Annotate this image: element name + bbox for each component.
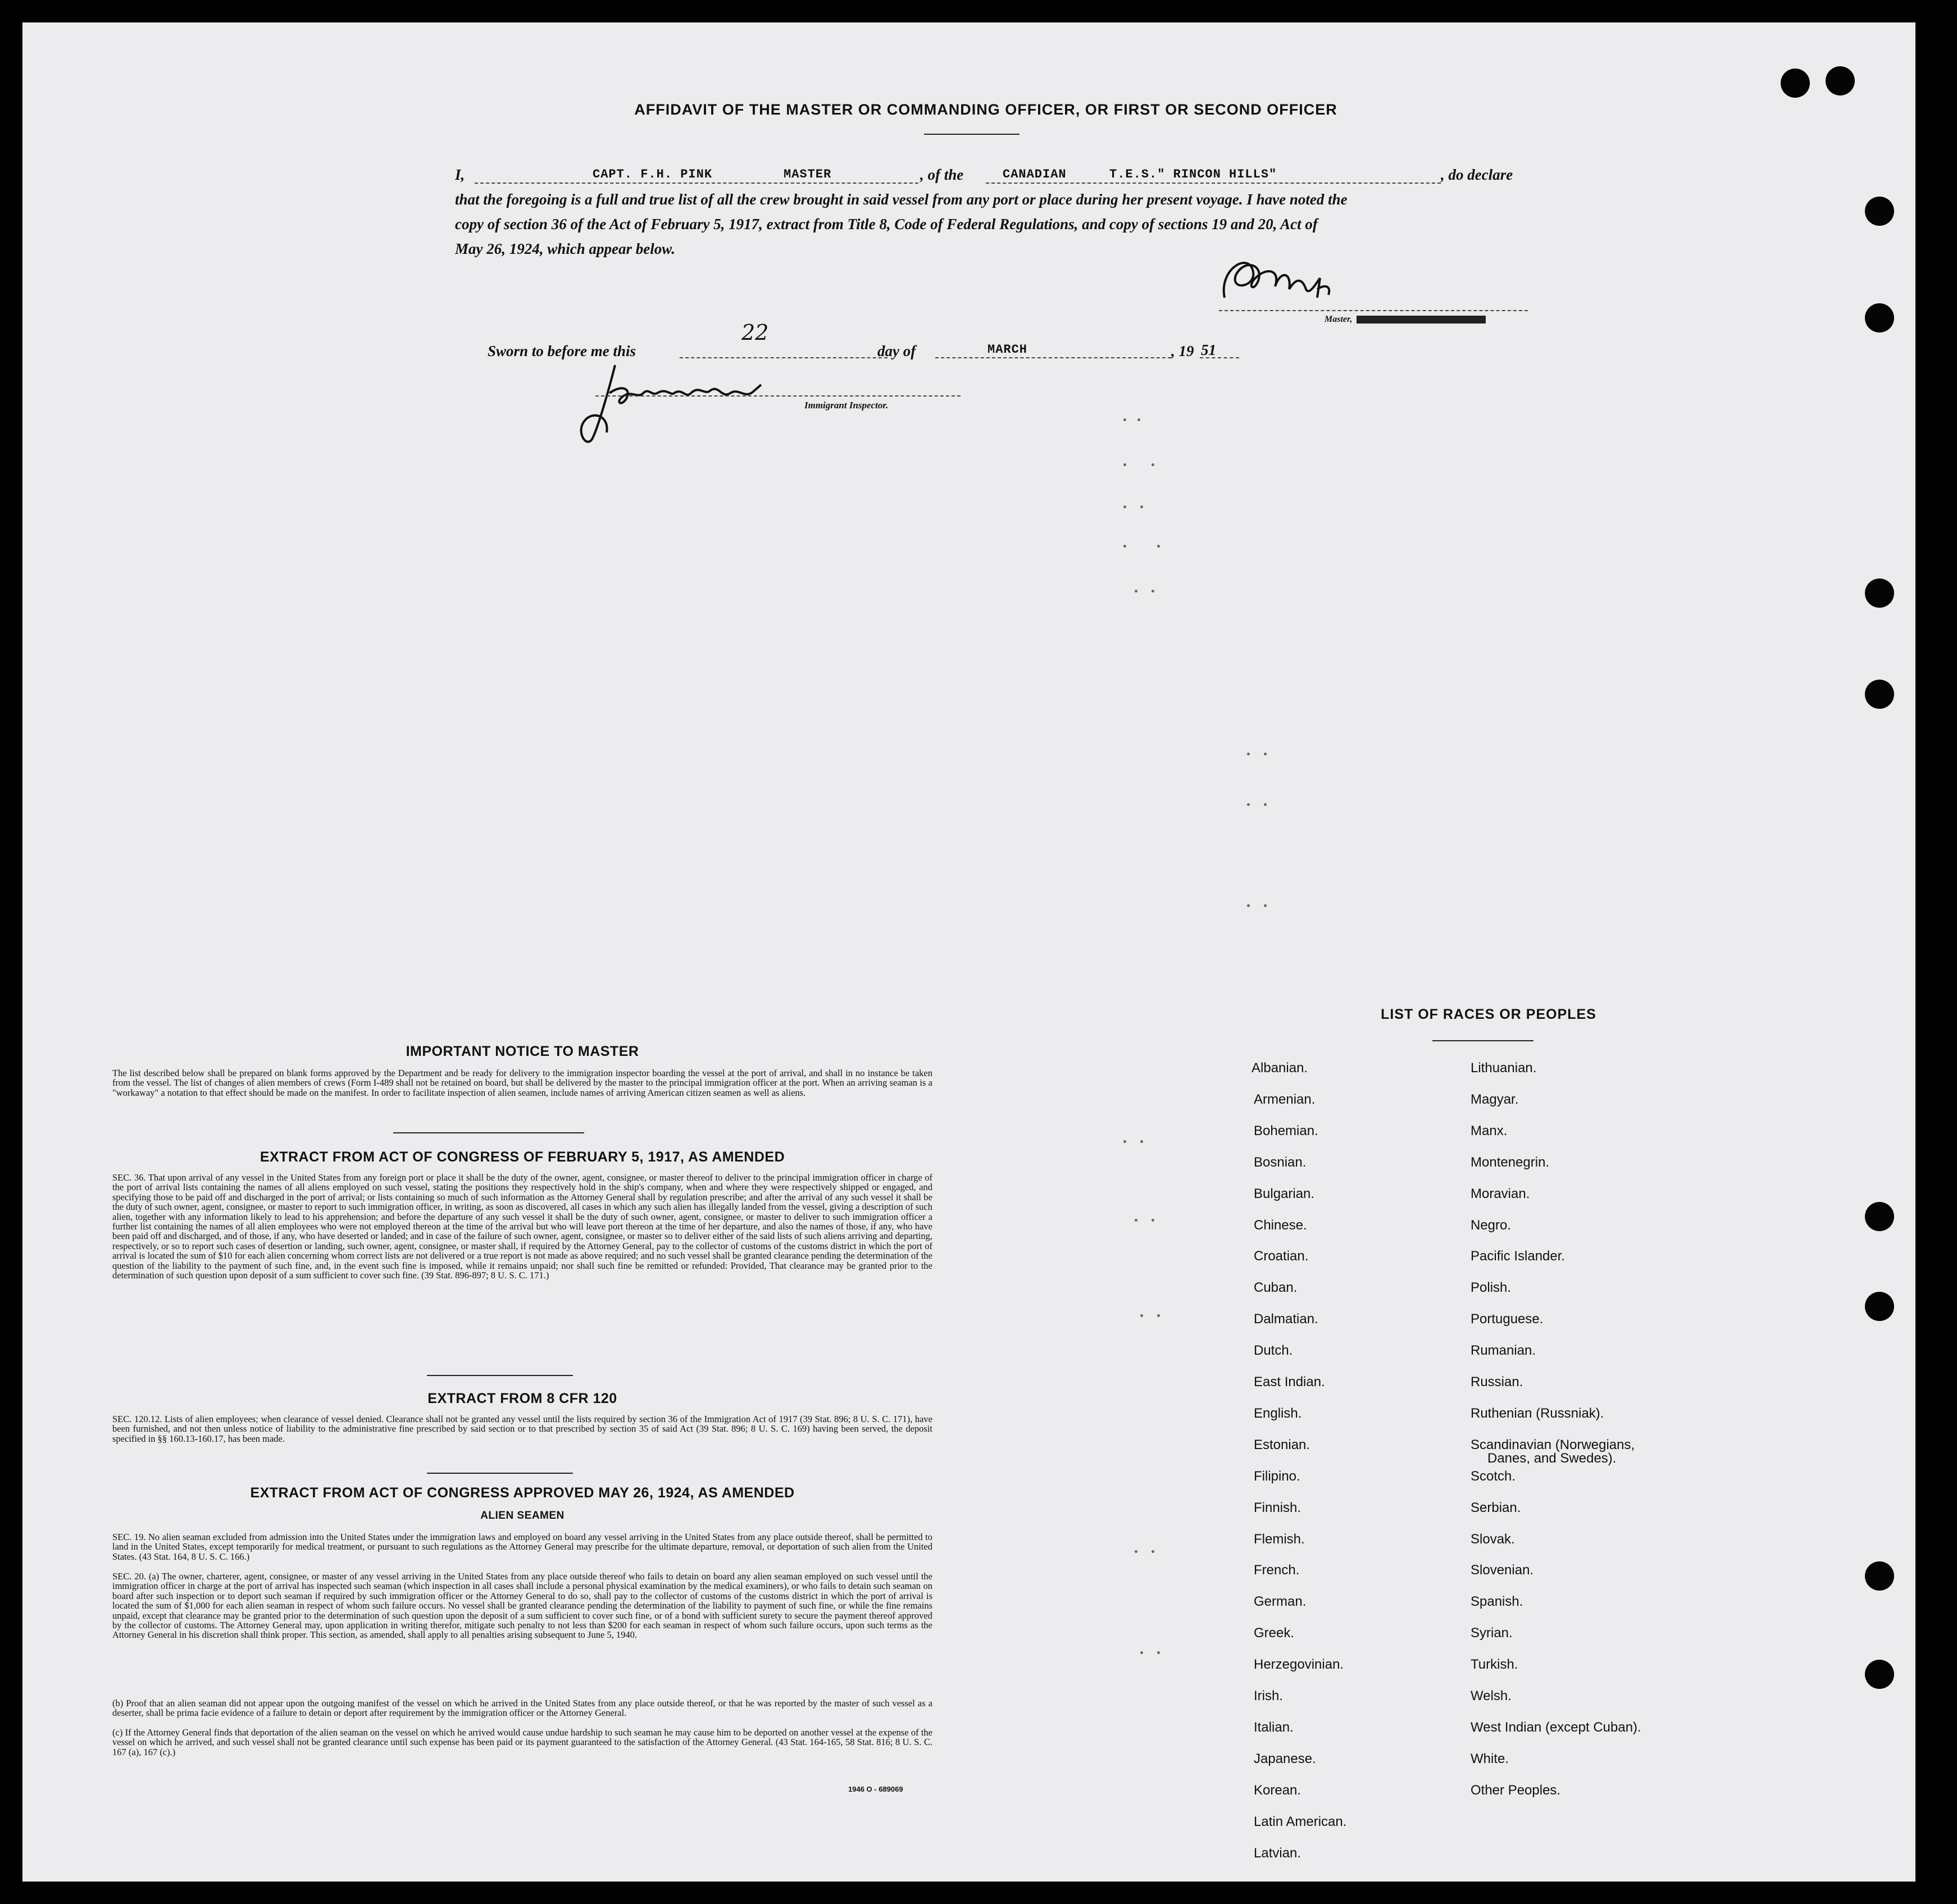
races-heading: LIST OF RACES OR PEOPLES (1381, 1006, 1596, 1022)
race-item: Manx. (1471, 1123, 1508, 1138)
notice-heading: IMPORTANT NOTICE TO MASTER (406, 1044, 639, 1059)
of-the-label: , of the (920, 166, 964, 183)
affidavit-title: AFFIDAVIT OF THE MASTER OR COMMANDING OFFICER, OR FIRST OR SECOND OFFICER (634, 101, 1337, 118)
inspector-caption: Immigrant Inspector. (804, 400, 889, 411)
race-item: Scandinavian (Norwegians, (1471, 1437, 1635, 1452)
race-item: Herzegovinian. (1254, 1657, 1344, 1673)
punch-hole (1826, 66, 1855, 95)
punch-hole (1865, 303, 1894, 332)
sworn-day: 22 (741, 320, 769, 345)
punch-hole (1865, 197, 1894, 226)
extract-1924-subheading: ALIEN SEAMEN (480, 1510, 565, 1522)
race-item: Montenegrin. (1471, 1154, 1550, 1170)
race-item: Scotch. (1471, 1468, 1516, 1484)
do-declare-label: , do declare (1441, 166, 1513, 183)
extract-1917-heading: EXTRACT FROM ACT OF CONGRESS OF FEBRUARY 5, 1917, AS AMENDED (260, 1149, 785, 1165)
redacted-bar (1357, 316, 1486, 324)
race-item: Magyar. (1471, 1091, 1519, 1107)
race-item: Armenian. (1254, 1091, 1316, 1107)
print-code: 1946 O - 689069 (848, 1785, 903, 1793)
race-item: Negro. (1471, 1217, 1512, 1233)
race-item: White. (1471, 1751, 1509, 1766)
race-item: Irish. (1254, 1688, 1284, 1703)
affidavit-body-line3: May 26, 1924, which appear below. (455, 240, 676, 257)
master-signature (1213, 247, 1359, 315)
race-item: Pacific Islander. (1471, 1249, 1565, 1264)
race-item: Italian. (1254, 1719, 1294, 1735)
race-item: Latin American. (1254, 1814, 1347, 1829)
race-item: Estonian. (1254, 1437, 1310, 1452)
race-item: Cuban. (1254, 1280, 1298, 1296)
vessel-nationality: CANADIAN (1003, 167, 1067, 181)
race-item: Finnish. (1254, 1500, 1301, 1515)
extract-cfr-text: SEC. 120.12. Lists of alien employees; when clearance of vessel denied. Clearance shall not be granted any vessel until the lists required by section 36 of the Immigration Act of 1917 (39 Stat. 896; 8 U. S. C. 171), have been furnished, and not then unless notice of liability to the administrative fine prescribed by said section or to that prescribed by section 35 of said Act (39 Stat. 896; 8 U. S. C. 169) having been served, the deposit specified in §§ 160.13-160.17, has been made. (112, 1414, 932, 1444)
race-item: Chinese. (1254, 1217, 1307, 1233)
race-item: Rumanian. (1471, 1343, 1536, 1359)
race-item: Greek. (1254, 1625, 1295, 1641)
race-item: Dalmatian. (1254, 1311, 1318, 1327)
race-item: German. (1254, 1594, 1307, 1610)
year-prefix: , 19 (1171, 343, 1194, 359)
extract-1924-sec20c: (c) If the Attorney General finds that deportation of the alien seaman on the vessel on which he arrived would cause undue hardship to such seaman he may cause him to be deported on another vessel at the expense of the vessel on which he arrived, and such vessel shall not be granted clearance until such expense has been paid or its payment guaranteed to the satisfaction of the Attorney General. (43 Stat. 164-165, 58 Stat. 816; 8 U. S. C. 167 (a), 167 (c).) (112, 1727, 932, 1757)
affidavit-body-line1: that the foregoing is a full and true list of all the crew brought in said vessel from any port or place during her present voyage. I have noted the (455, 191, 1348, 208)
race-item: Polish. (1471, 1280, 1512, 1296)
race-item: Dutch. (1254, 1343, 1293, 1359)
notice-text: The list described below shall be prepared on blank forms approved by the Department and be ready for delivery to the immigration inspector boarding the vessel at the port of arrival, and shall in no instance be taken from the vessel. The list of changes of alien members of crews (Form I-489 shall not be retained on board, but shall be delivered by the master to the principal immigration officer at the port. When an arriving seaman is a "workaway" a notation to that effect should be made on the manifest. In order to facilitate inspection of alien seamen, include names of arriving American citizen seamen as well as aliens. (112, 1068, 932, 1098)
punch-hole (1865, 1660, 1894, 1689)
sworn-label: Sworn to before me this (488, 343, 636, 359)
race-item: Moravian. (1471, 1186, 1530, 1201)
punch-hole (1865, 1561, 1894, 1591)
race-item: English. (1254, 1405, 1302, 1421)
extract-1917-text: SEC. 36. That upon arrival of any vessel in the United States from any foreign port or place it shall be the duty of the owner, agent, consignee, or master thereof to deliver to the principal immigration officer in charge of the port of arrival lists containing the names of all aliens employed on such vessel, stating the positions they respectively hold in the ship's company, when and where they were respectively shipped or engaged, and specifying those to be paid off and discharged in the port of arrival; or lists containing so much of such information as the Attorney General shall by regulation prescribe; and after the arrival of any such vessel it shall be the duty of such owner, agent, consignee, or master to report to such immigration officer, in writing, as soon as discovered, all cases in which any such alien has illegally landed from the vessel, giving a description of such alien, together with any information likely to lead to his apprehension; and before the departure of any such vessel it shall be the duty of such owner, agent, consignee, or master to deliver to such immigration officer a further list containing the names of all alien employees who were not employed thereon at the time of the arrival but who will leave port thereon at the time of her departure, and also the names of those, if any, who have been paid off and discharged, and of those, if any, who have deserted or landed; and in case of the failure of such owner, agent, consignee, or master so to deliver either of the said lists of such aliens arriving and departing, respectively, or so to report such cases of desertion or landing, such owner, agent, consignee, or master shall, if required by the Attorney General, pay to the collector of customs of the customs district in which the port of arrival is located the sum of $10 for each alien concerning whom correct lists are not delivered or a true report is not made as above required; and no such vessel shall be granted clearance pending the determination of the question of the liability to the payment of such fine, and, in the event such fine is imposed, while it remains unpaid; nor shall such fine be remitted or refunded: Provided, That clearance may be granted prior to the determination of such question upon deposit of a sum sufficient to cover such fine. (39 Stat. 896-897; 8 U. S. C. 171.) (112, 1172, 932, 1281)
race-item: Turkish. (1471, 1657, 1518, 1673)
race-item: Croatian. (1254, 1249, 1309, 1264)
race-item: Syrian. (1471, 1625, 1513, 1641)
race-item: Danes, and Swedes). (1487, 1450, 1617, 1466)
extract-1924-sec20a: SEC. 20. (a) The owner, charterer, agent, consignee, or master of any vessel arriving in the United States from any place outside thereof who fails to detain on board any alien seaman employed on such vessel until the immigration officer in charge at the port of arrival has inspected such seaman (which inspection in all cases shall include a personal physical examination by the medical examiners), or who fails to detain such seaman on board after such inspection or to deport such seaman if required by such immigration officer or the Attorney General to do so, shall pay to the collector of customs of the customs district in which the port of arrival is located the sum of $1,000 for each alien seaman in respect of whom such failure occurs. No vessel shall be granted clearance pending the determination of the liability to payment of such fine, or while the fine remains unpaid, except that clearance may be granted prior to the determination of such question upon the deposit of a sum sufficient to cover such fine, or of a bond with sufficient surety to secure the payment thereof approved by the collector of customs. The Attorney General may, upon application in writing therefor, mitigate such penalty to not less than $200 for each seaman in respect of whom such failure occurs, upon such terms as the Attorney General in his discretion shall think proper. This section, as amended, shall apply to all penalties arising subsequent to June 5, 1940. (112, 1571, 932, 1641)
race-item: Filipino. (1254, 1468, 1300, 1484)
race-item: Japanese. (1254, 1751, 1316, 1766)
punch-hole (1865, 1202, 1894, 1231)
race-item: Bosnian. (1254, 1154, 1307, 1170)
race-item: Bohemian. (1254, 1123, 1318, 1138)
race-item: Russian. (1471, 1374, 1523, 1390)
race-item: Portuguese. (1471, 1311, 1544, 1327)
declarant-name: CAPT. F.H. PINK (593, 167, 713, 181)
punch-hole (1865, 680, 1894, 709)
extract-1924-sec20b: (b) Proof that an alien seaman did not appear upon the outgoing manifest of the vessel on which he arrived in the United States from any place outside thereof, or that he was reported by the master of such vessel as a deserter, shall be prima facie evidence of a failure to detain or deport after requirement by the immigration officer or the Attorney General. (112, 1698, 932, 1719)
punch-hole (1865, 579, 1894, 608)
extract-cfr-heading: EXTRACT FROM 8 CFR 120 (427, 1391, 617, 1406)
declarant-rank: MASTER (784, 167, 832, 181)
sworn-month: MARCH (987, 343, 1028, 357)
race-item: Albanian. (1251, 1060, 1308, 1076)
race-item: Latvian. (1254, 1845, 1301, 1861)
master-caption-label: Master, (1325, 315, 1353, 324)
document-page (22, 22, 1915, 1882)
punch-hole (1781, 69, 1810, 98)
vessel-name: T.E.S." RINCON HILLS" (1109, 167, 1277, 181)
extract-1924-sec19: SEC. 19. No alien seaman excluded from admission into the United States under the immigration laws and employed on board any vessel arriving in the United States from any place outside thereof, shall be permitted to land in the United States, except temporarily for medical treatment, or pursuant to such regulations as the Attorney General may prescribe for the ultimate departure, removal, or deportation of such alien from the United States. (43 Stat. 164, 8 U. S. C. 166.) (112, 1532, 932, 1562)
race-item: West Indian (except Cuban). (1471, 1719, 1641, 1735)
affidavit-body-line2: copy of section 36 of the Act of February 5, 1917, extract from Title 8, Code of Federal Regulations, and copy of sections 19 and 20, Act of (455, 216, 1318, 233)
race-item: East Indian. (1254, 1374, 1325, 1390)
race-item: Flemish. (1254, 1531, 1305, 1547)
race-item: French. (1254, 1563, 1300, 1578)
year-suffix: 51 (1201, 341, 1216, 358)
race-item: Bulgarian. (1254, 1186, 1315, 1201)
race-item: Slovenian. (1471, 1563, 1534, 1578)
extract-1924-heading: EXTRACT FROM ACT OF CONGRESS APPROVED MAY 26, 1924, AS AMENDED (250, 1485, 795, 1501)
race-item: Welsh. (1471, 1688, 1512, 1703)
declarant-prefix: I, (455, 166, 465, 183)
race-item: Korean. (1254, 1782, 1301, 1798)
day-of-label: day of (877, 343, 916, 359)
inspector-signature (576, 354, 800, 455)
race-item: Serbian. (1471, 1500, 1521, 1515)
race-item: Slovak. (1471, 1531, 1515, 1547)
master-caption (1325, 315, 1486, 325)
race-item: Spanish. (1471, 1594, 1523, 1610)
race-item: Ruthenian (Russniak). (1471, 1405, 1604, 1421)
race-item: Other Peoples. (1471, 1782, 1561, 1798)
race-item: Lithuanian. (1471, 1060, 1537, 1076)
punch-hole (1865, 1292, 1894, 1321)
